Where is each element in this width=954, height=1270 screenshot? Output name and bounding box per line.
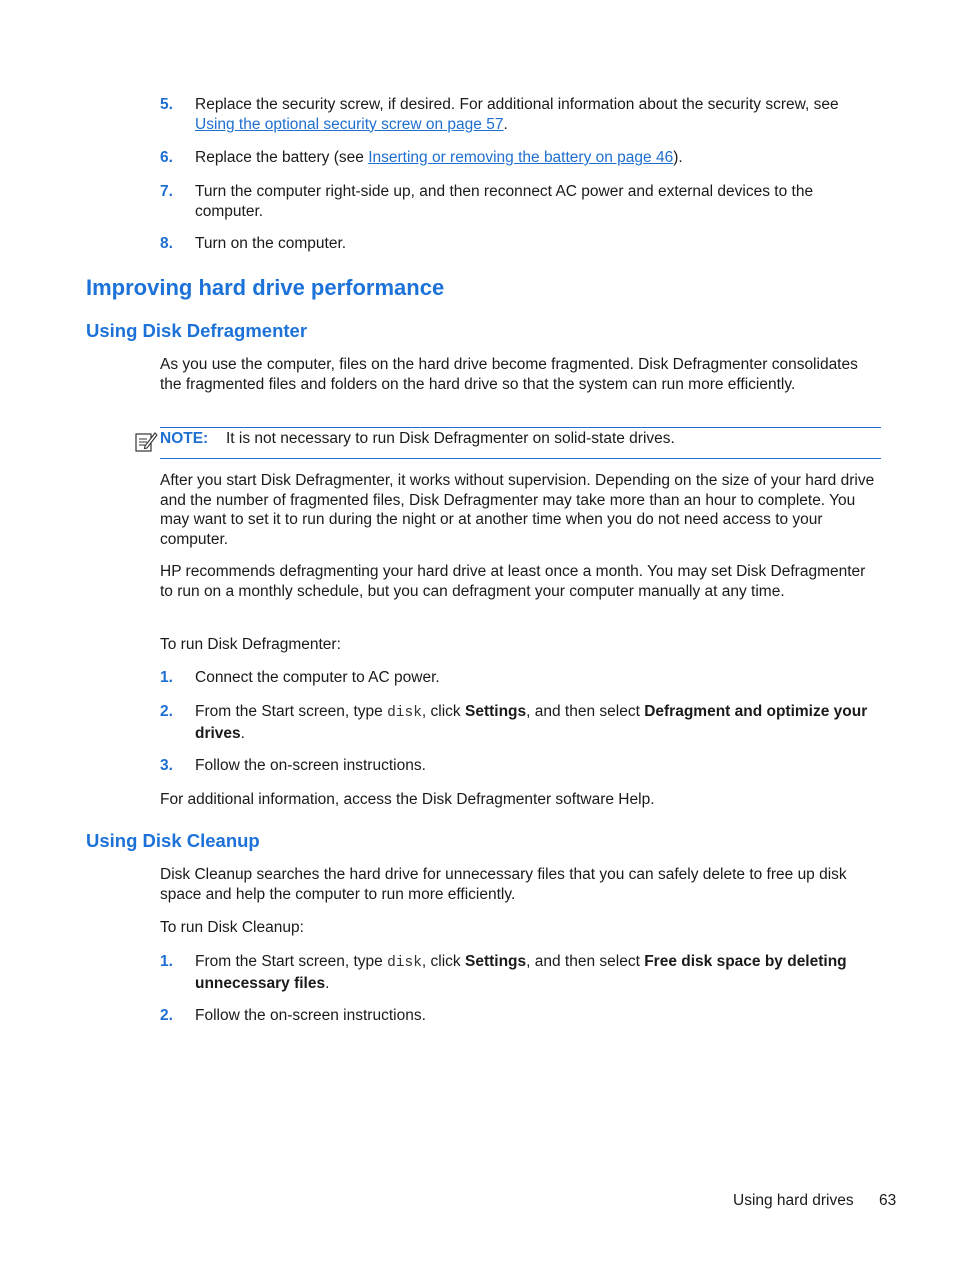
step-number: 2. <box>160 1007 173 1024</box>
paragraph: After you start Disk Defragmenter, it works without supervision. Depending on the size of your hard drive and the number of fragmented files, Disk Defragmenter may take more than an hour to complete. You may want to set it to run during the night or at another time when you do not need access to your computer. <box>160 472 875 548</box>
bold-text: Defragment and optimize your drives <box>195 703 868 742</box>
step-text: , and then select <box>526 703 645 720</box>
step-text: Replace the security screw, if desired. For additional information about the security screw, see <box>195 96 839 113</box>
step-text: Turn the computer right-side up, and then reconnect AC power and external devices to the computer. <box>195 183 814 220</box>
list-item <box>160 1006 880 1026</box>
list-item <box>160 756 880 776</box>
note-box <box>160 427 881 459</box>
step-number: 1. <box>160 669 173 686</box>
list-item <box>160 234 880 254</box>
list-item <box>160 95 880 134</box>
step-text: Turn on the computer. <box>195 235 347 252</box>
step-number: 5. <box>160 96 173 113</box>
step-number: 1. <box>160 953 173 970</box>
security-screw-link[interactable]: Using the optional security screw on page 57 <box>195 115 504 133</box>
step-number: 6. <box>160 149 173 166</box>
code-text: disk <box>387 705 422 721</box>
paragraph: Disk Cleanup searches the hard drive for unnecessary files that you can safely delete to free up disk space and help the computer to run more efficiently. <box>160 866 847 903</box>
page-number: 63 <box>879 1192 897 1209</box>
footer-title: Using hard drives <box>733 1192 854 1209</box>
step-text-end: . <box>503 115 508 133</box>
list-item <box>160 148 880 168</box>
bold-text: Settings <box>464 953 527 970</box>
step-text: Replace the battery (see <box>195 149 369 166</box>
list-item <box>160 668 880 688</box>
code-text: disk <box>387 955 422 971</box>
subsection-heading-defragmenter: Using Disk Defragmenter <box>86 320 308 341</box>
step-text: . <box>325 974 330 992</box>
note-label: NOTE: <box>160 430 209 447</box>
bold-text: Free disk space by deleting unnecessary files <box>195 953 847 992</box>
step-text: . <box>240 724 245 742</box>
bold-text: Settings <box>464 703 527 720</box>
paragraph: To run Disk Defragmenter: <box>160 636 341 653</box>
step-number: 2. <box>160 703 173 720</box>
step-text: Follow the on-screen instructions. <box>195 1007 426 1024</box>
list-item <box>160 952 880 993</box>
step-number: 8. <box>160 235 173 252</box>
step-text-end: ). <box>673 149 683 166</box>
note-text: It is not necessary to run Disk Defragmenter on solid-state drives. <box>226 430 675 447</box>
subsection-heading-cleanup: Using Disk Cleanup <box>86 830 260 851</box>
step-text: Follow the on-screen instructions. <box>195 757 426 774</box>
paragraph: HP recommends defragmenting your hard drive at least once a month. You may set Disk Defragmenter to run on a monthly schedule, but you can defragment your computer manually at any time. <box>160 563 866 600</box>
battery-link[interactable]: Inserting or removing the battery on page 46 <box>368 149 674 166</box>
step-number: 3. <box>160 757 173 774</box>
paragraph: As you use the computer, files on the hard drive become fragmented. Disk Defragmenter consolidates the fragmented files and folders on the hard drive so that the system can run more efficiently. <box>160 356 858 393</box>
step-text: , click <box>421 703 465 720</box>
step-text: From the Start screen, type <box>195 703 388 720</box>
paragraph: For additional information, access the Disk Defragmenter software Help. <box>160 791 655 808</box>
step-text: Connect the computer to AC power. <box>195 669 440 686</box>
step-text: From the Start screen, type <box>195 953 388 970</box>
step-number: 7. <box>160 183 173 200</box>
section-heading: Improving hard drive performance <box>86 275 445 300</box>
step-text: , click <box>421 953 465 970</box>
list-item <box>160 182 880 221</box>
paragraph: To run Disk Cleanup: <box>160 919 304 936</box>
list-item <box>160 702 880 743</box>
step-text: , and then select <box>526 953 645 970</box>
note-icon <box>134 429 158 453</box>
